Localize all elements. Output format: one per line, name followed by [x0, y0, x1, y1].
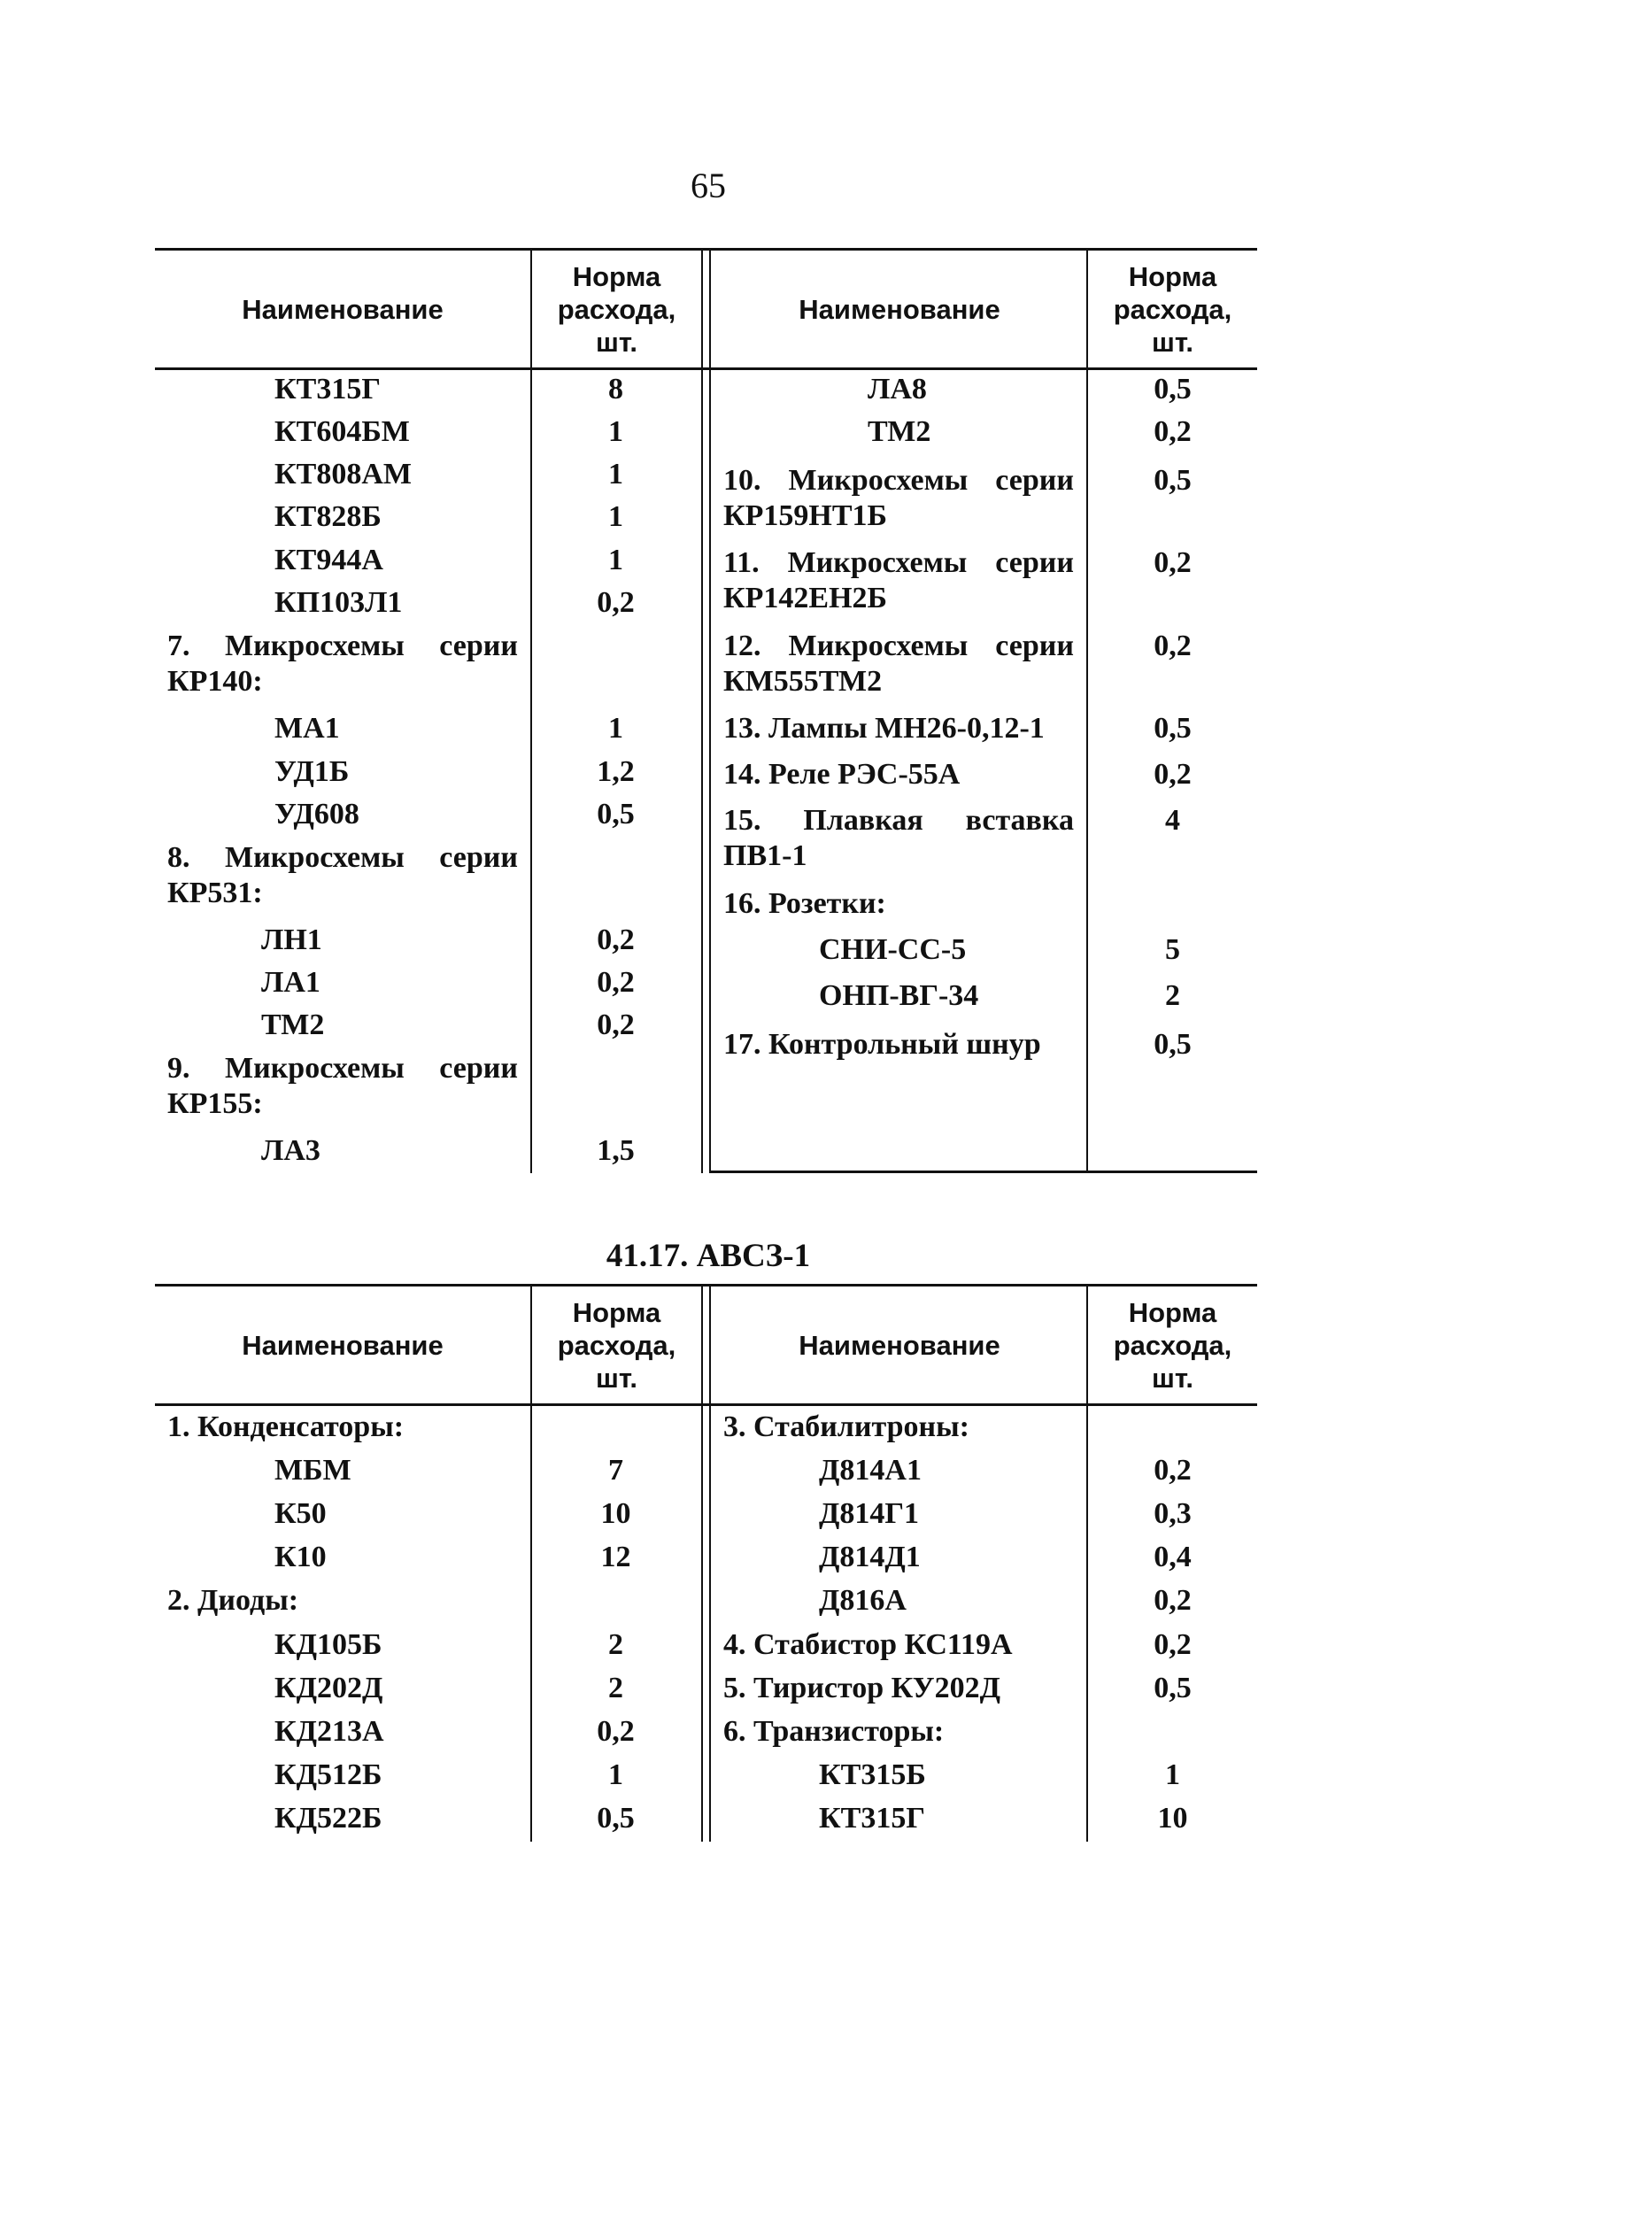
item-norm: 0,5	[1154, 373, 1192, 406]
section-title: 41.17. АВСЗ-1	[606, 1238, 811, 1274]
item-norm: 10	[600, 1497, 631, 1530]
item-norm: 1	[608, 544, 623, 576]
item-norm: 5	[1165, 933, 1180, 966]
item-norm: 2	[608, 1628, 623, 1661]
item-name: ТМ2	[868, 415, 931, 448]
item-name: ОНП-ВГ-34	[819, 979, 979, 1012]
item-norm: 0,2	[1154, 546, 1192, 579]
item-name: ТМ2	[261, 1008, 325, 1041]
double-column-divider	[701, 1284, 711, 1842]
item-name: МА1	[274, 712, 340, 745]
item-norm: 0,2	[1154, 415, 1192, 448]
item-norm: 0,2	[597, 966, 635, 999]
item-name: 10. Микросхемы серии КР159НТ1Б	[723, 464, 1074, 532]
item-name: 17. Контрольный шнур	[723, 1028, 1041, 1061]
header-name: Наименование	[799, 293, 1000, 325]
item-name: КП103Л1	[274, 586, 403, 619]
item-norm: 1	[608, 712, 623, 745]
item-name: 8. Микросхемы серии КР531:	[167, 841, 518, 909]
item-norm: 12	[600, 1541, 631, 1573]
item-name: 3. Стабилитроны:	[723, 1410, 969, 1443]
item-name: УД1Б	[274, 755, 350, 788]
item-name: 9. Микросхемы серии КР155:	[167, 1052, 518, 1120]
item-name: КД202Д	[274, 1672, 383, 1704]
item-name: КТ315Г	[274, 373, 381, 406]
header-name: Наименование	[242, 1329, 444, 1361]
item-name: КТ828Б	[274, 500, 382, 533]
item-name: 4. Стабистор КС119А	[723, 1628, 1013, 1661]
item-norm: 0,2	[1154, 1628, 1192, 1661]
item-name: К10	[274, 1541, 327, 1573]
item-name: КТ604БМ	[274, 415, 410, 448]
header-norm: Норма расхода, шт.	[1113, 1296, 1232, 1394]
item-norm: 1	[608, 500, 623, 533]
item-norm: 0,5	[1154, 712, 1192, 745]
item-name: УД608	[274, 798, 359, 831]
header-norm: Норма расхода, шт.	[557, 260, 676, 358]
item-norm: 0,2	[597, 1008, 635, 1041]
header-norm: Норма расхода, шт.	[557, 1296, 676, 1394]
item-norm: 0,2	[1154, 1584, 1192, 1617]
item-name: 12. Микросхемы серии КМ555ТМ2	[723, 630, 1074, 698]
item-name: К50	[274, 1497, 327, 1530]
item-name: 11. Микросхемы серии КР142ЕН2Б	[723, 546, 1074, 614]
item-name: КД105Б	[274, 1628, 382, 1661]
item-norm: 2	[1165, 979, 1180, 1012]
item-norm: 4	[1165, 804, 1180, 837]
item-norm: 0,2	[1154, 630, 1192, 662]
item-name: 1. Конденсаторы:	[167, 1410, 405, 1443]
item-name: ЛН1	[261, 923, 322, 956]
item-norm: 0,5	[597, 1802, 635, 1835]
item-name: 13. Лампы МН26-0,12-1	[723, 712, 1045, 745]
item-norm: 0,2	[597, 1715, 635, 1748]
table-bottom-rule	[711, 1171, 1257, 1173]
item-name: Д814А1	[819, 1454, 922, 1487]
item-norm: 0,2	[597, 586, 635, 619]
item-name: 15. Плавкая вставка ПВ1-1	[723, 804, 1074, 872]
item-norm: 0,2	[1154, 1454, 1192, 1487]
item-norm: 0,3	[1154, 1497, 1192, 1530]
item-norm: 0,2	[597, 923, 635, 956]
header-name: Наименование	[242, 293, 444, 325]
item-name: МБМ	[274, 1454, 351, 1487]
consumption-table-1	[155, 248, 1257, 1178]
item-norm: 1,2	[597, 755, 635, 788]
item-norm: 0,5	[1154, 464, 1192, 497]
item-name: КТ315Б	[819, 1758, 926, 1791]
item-name: ЛА1	[261, 966, 320, 999]
item-name: 7. Микросхемы серии КР140:	[167, 630, 518, 698]
page-number: 65	[691, 166, 726, 205]
item-name: КД512Б	[274, 1758, 382, 1791]
item-norm: 8	[608, 373, 623, 406]
item-name: Д816А	[819, 1584, 907, 1617]
item-norm: 2	[608, 1672, 623, 1704]
item-name: КД522Б	[274, 1802, 382, 1835]
item-name: ЛА8	[868, 373, 927, 406]
item-name: 14. Реле РЭС-55А	[723, 758, 961, 791]
item-norm: 0,4	[1154, 1541, 1192, 1573]
item-norm: 0,5	[1154, 1672, 1192, 1704]
consumption-table-2	[155, 1284, 1257, 1851]
item-name: Д814Д1	[819, 1541, 921, 1573]
item-norm: 7	[608, 1454, 623, 1487]
item-norm: 0,5	[1154, 1028, 1192, 1061]
double-column-divider	[701, 248, 711, 1173]
item-name: ЛА3	[261, 1134, 320, 1167]
item-name: 2. Диоды:	[167, 1584, 299, 1617]
item-name: 5. Тиристор КУ202Д	[723, 1672, 1000, 1704]
item-norm: 1	[608, 415, 623, 448]
item-name: 16. Розетки:	[723, 887, 886, 920]
item-norm: 10	[1157, 1802, 1188, 1835]
item-name: КТ808АМ	[274, 458, 412, 491]
item-norm: 0,2	[1154, 758, 1192, 791]
header-name: Наименование	[799, 1329, 1000, 1361]
item-norm: 1,5	[597, 1134, 635, 1167]
header-norm: Норма расхода, шт.	[1113, 260, 1232, 358]
item-name: КД213А	[274, 1715, 384, 1748]
item-name: 6. Транзисторы:	[723, 1715, 945, 1748]
item-norm: 1	[608, 458, 623, 491]
item-name: СНИ-СС-5	[819, 933, 967, 966]
item-norm: 1	[1165, 1758, 1180, 1791]
item-name: КТ315Г	[819, 1802, 925, 1835]
item-norm: 1	[608, 1758, 623, 1791]
item-norm: 0,5	[597, 798, 635, 831]
item-name: Д814Г1	[819, 1497, 920, 1530]
item-name: КТ944А	[274, 544, 383, 576]
